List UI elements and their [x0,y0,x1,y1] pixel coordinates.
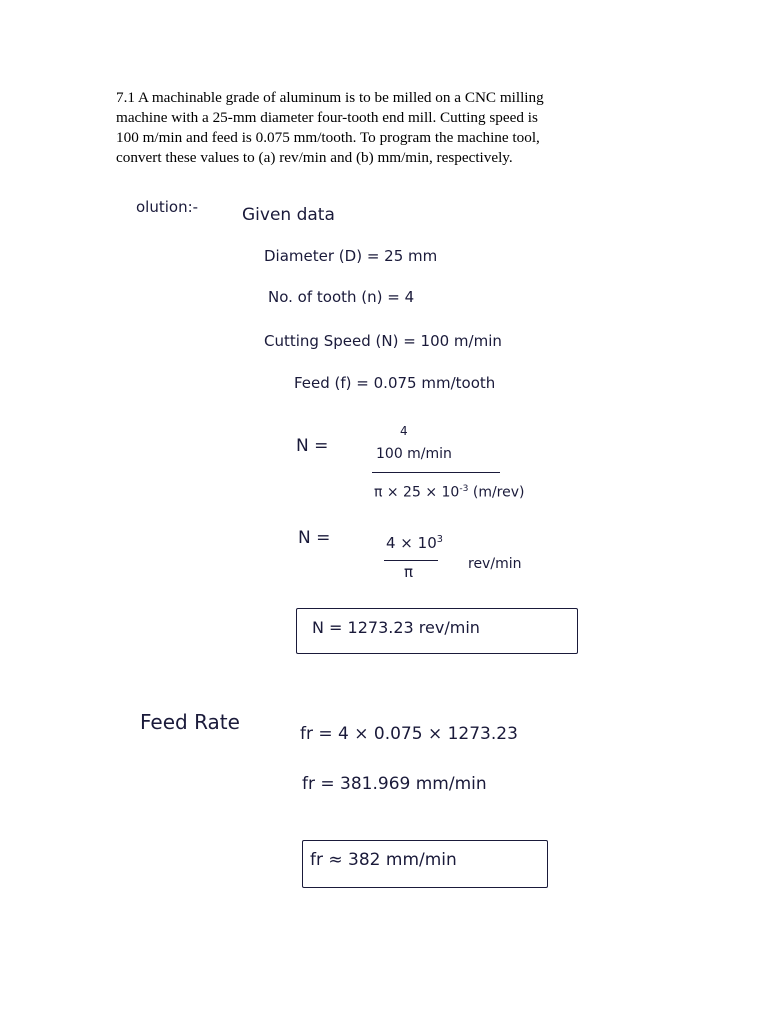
given-data-label: Given data [242,205,335,225]
numerator-correction: 4 [400,424,408,438]
n-result: N = 1273.23 rev/min [312,618,480,637]
feed-rate-result: fr ≈ 382 mm/min [310,850,457,870]
feed-rate-line-2: fr = 381.969 mm/min [302,774,487,794]
n2-numerator: $4 \times 10^3$ [386,534,443,552]
problem-line: convert these values to (a) rev/min and (b) mm/min, respectively. [116,149,513,166]
n2-unit: rev/min [468,556,522,572]
fraction-bar [372,472,500,473]
feed-line: Feed (f) = 0.075 mm/tooth [294,374,496,392]
n2-denominator: π [404,563,414,581]
problem-line: 100 m/min and feed is 0.075 mm/tooth. To program the machine tool, [116,129,540,146]
feed-rate-label: Feed Rate [140,710,240,734]
problem-line: 7.1 A machinable grade of aluminum is to be milled on a CNC milling [116,89,544,106]
feed-rate-line-1: fr = 4 × 0.075 × 1273.23 [300,724,518,744]
problem-statement [116,88,636,168]
solution-heading: olution:- [136,198,199,216]
diameter-line: Diameter (D) = 25 mm [264,247,438,265]
teeth-line: No. of tooth (n) = 4 [268,288,415,306]
n-equation-label: N = [298,528,331,548]
cutting-speed-line: Cutting Speed (N) = 100 m/min [264,332,502,350]
fraction-bar [384,560,438,561]
n-denominator: $\pi \times 25 \times 10^{-3}$ (m/rev) [374,484,525,501]
n-equation-label: N = [296,436,329,456]
n-numerator: 100 m/min [376,446,452,462]
problem-line: machine with a 25-mm diameter four-tooth end mill. Cutting speed is [116,109,538,126]
